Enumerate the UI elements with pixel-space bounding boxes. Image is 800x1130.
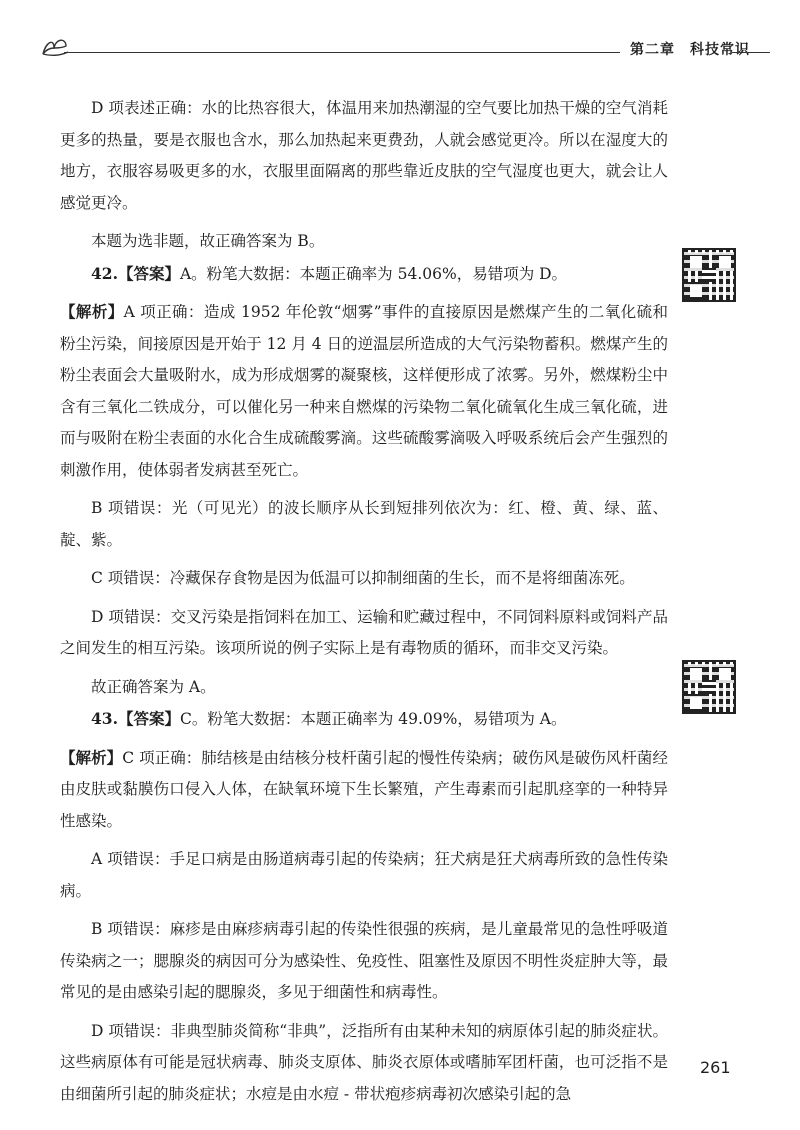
page-header <box>40 34 770 64</box>
leaf-logo-icon <box>40 34 70 60</box>
paragraph: D 项表述正确：水的比热容很大，体温用来加热潮湿的空气要比加热干燥的空气消耗更多的热量，要是衣服也含水，那么加热起来更费劲，人就会感觉更冷。所以在湿度大的地方，衣服容易吸更多的水，衣服里面隔离的那些靠近皮肤的空气湿度也更大，就会让人感觉更冷。 <box>60 99 668 212</box>
header-rule-right <box>732 52 770 53</box>
answer-42: 42.【答案】A。粉笔大数据：本题正确率为 54.06%，易错项为 D。 <box>91 263 568 283</box>
paragraph: B 项错误：光（可见光）的波长顺序从长到短排列依次为：红、橙、黄、绿、蓝、靛、紫。 <box>60 499 668 549</box>
paragraph: 本题为选非题，故正确答案为 B。 <box>91 232 325 250</box>
header-rule-left <box>64 52 620 53</box>
paragraph: A 项错误：手足口病是由肠道病毒引起的传染病；狂犬病是狂犬病毒所致的急性传染病。 <box>60 850 668 900</box>
qr-code-icon[interactable] <box>682 248 736 302</box>
paragraph: D 项错误：非典型肺炎简称“非典”，泛指所有由某种未知的病原体引起的肺炎症状。这些病原体有可能是冠状病毒、肺炎支原体、肺炎衣原体或嗜肺军团杆菌，也可泛指不是由细菌所引起的肺炎症状；水痘是由水痘 - 带状疱疹病毒初次感染引起的急 <box>60 1021 668 1103</box>
qr-code-icon[interactable] <box>682 660 736 714</box>
paragraph: C 项错误：冷藏保存食物是因为低温可以抑制细菌的生长，而不是将细菌冻死。 <box>91 569 635 587</box>
analysis-42: 【解析】A 项正确：造成 1952 年伦敦“烟雾”事件的直接原因是燃煤产生的二氧化硫和粉尘污染，间接原因是开始于 12 月 4 日的逆温层所造成的大气污染物蓄积。燃煤产生的粉尘表面会大量吸附水，成为形成烟雾的凝聚核，这样便形成了浓雾。另外，燃煤粉尘中含有三氧化二铁成分，可以催化另一种来自燃煤的污染物二氧化硫氧化生成三氧化硫，进而与吸附在粉尘表面的水化合生成硫酸雾滴。这些硫酸雾滴吸入呼吸系统后会产生强烈的刺激作用，使体弱者发病甚至死亡。 <box>60 302 668 479</box>
chapter-title: 第二章 科技常识 <box>630 42 750 58</box>
answer-43: 43.【答案】C。粉笔大数据：本题正确率为 49.09%，易错项为 A。 <box>91 709 567 728</box>
paragraph: B 项错误：麻疹是由麻疹病毒引起的传染性很强的疾病，是儿童最常见的急性呼吸道传染病之一；腮腺炎的病因可分为感染性、免疫性、阻塞性及原因不明性炎症肿大等，最常见的是由感染引起的腮腺炎，多见于细菌性和病毒性。 <box>60 920 668 1001</box>
page-number: 261 <box>700 1058 731 1077</box>
analysis-43: 【解析】C 项正确：肺结核是由结核分枝杆菌引起的慢性传染病；破伤风是破伤风杆菌经由皮肤或黏膜伤口侵入人体，在缺氧环境下生长繁殖，产生毒素而引起肌痉挛的一种特异性感染。 <box>60 747 668 830</box>
paragraph: 故正确答案为 A。 <box>91 677 216 696</box>
paragraph: D 项错误：交叉污染是指饲料在加工、运输和贮藏过程中，不同饲料原料或饲料产品之间发生的相互污染。该项所说的例子实际上是有毒物质的循环，而非交叉污染。 <box>60 607 668 657</box>
body-text <box>60 92 668 1110</box>
